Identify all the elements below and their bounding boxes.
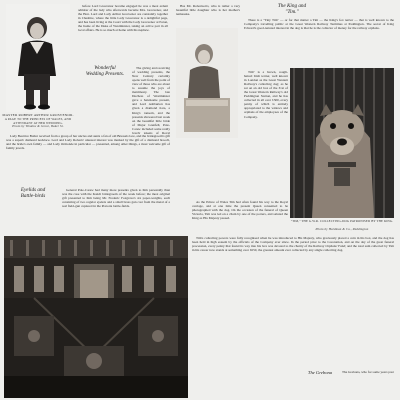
grebona-heading: The Grebona xyxy=(307,370,333,375)
paragraph: Tim" is a brown, rough-haired Irish terrier, well known in London as the Great Western Railway's collecting dog; as he sat on an old box of the 31st of the Great Western Railway's old Paddington Station, and he has collected in all over £300, every penny of which is entirely appropriated to the widows and orphans of the employees of the Company. xyxy=(244,70,288,119)
heading-line: Battle-birds xyxy=(20,192,46,199)
dog-credit: Photo by Hardman & Co., Paddington xyxy=(315,227,369,231)
king-tim-heading xyxy=(262,4,322,15)
portrait-credit: Photo by Window & Grove, Baker St. xyxy=(12,124,64,128)
paragraph: The giving and receiving of wedding presents, the New Century certainly opens well from the point of view of those who are about to assume the joys of matrimony. The late Duchess of Westminster gave a handsome present, and Lord Ashburton has given a diamond tiara, a King's ransom, and the presents showered last week on the beautiful little bride of Major Grenfell, Pole-Carew included some really lovely tokens of Royal xyxy=(132,66,170,134)
col1-top-text xyxy=(78,4,168,64)
portrait-photo xyxy=(6,4,70,112)
portrait-subcaption: A PAGE TO THE PRINCESS OF WALES, AND ATTENDANT AT HER WEDDING. xyxy=(4,117,72,125)
wedding-presents-heading xyxy=(80,66,130,77)
dog-caption: "TIM," THE G.W.R. COLLECTING-DOG PATRONISED BY THE KING. xyxy=(290,219,394,223)
paragraph: Has Mr. Robertson's, who is rather a very beautiful little daughter who is her mother's namesake. xyxy=(176,4,240,17)
heading-line: "Tim." xyxy=(285,8,299,15)
dog-photo xyxy=(290,68,394,218)
eyelids-text xyxy=(62,188,170,230)
eyelids-heading xyxy=(6,188,60,199)
paragraph: There is a "Tiny Tim" — or for that matter a Tim — the King's fox terrier — that is well known to the Company's travelling public at the Great Western Railway Terminus at Paddington. The secret of King Edward's good-natured interest in the dog is that he is the collector of money for the railway orphans. xyxy=(244,18,394,31)
col2-text-1 xyxy=(244,18,394,68)
col1-mid-text xyxy=(132,66,170,134)
child-photo xyxy=(176,28,238,138)
heading-line: The King and xyxy=(277,3,307,9)
grebona-text: The Grebona, who for some years past xyxy=(342,370,394,374)
col1-full-text xyxy=(6,134,170,186)
col2-text-3 xyxy=(192,200,288,230)
paragraph: As the Prince of Wales Tim had often found his way to the Royal carriage, and at one time the present Queen consented to be photographed with the dog. On the occasion of the funeral of Queen Victoria, Tim was led on a chain by one of the porters, and saluted the King as His Majesty passed. xyxy=(192,200,288,221)
paragraph: General Pole-Carew had many more presents given to him personally than was the case with the Kandi bridegroom of the week before; the most original gift presented to him being Mr. Frederic Foxgrave's six paper-weights, each consisting of two regular eyelets and a small brass gun cast from the metal of a real field-gun captured in the Pretoria battle-fields. xyxy=(62,188,170,209)
col2-text-2 xyxy=(244,70,288,200)
paragraph: Lady Beatrice Butler received from a group of her uncles and aunts a fan of old Brussels lace, and the bridegroom's gift was a superb diamond necklace. Lord and Lady Roberts' unusual interest was marked by the gift of a diamond brooch, and the bride's own family — and Lady Ormonde in particular — presented, among other things, a most welcome gift of family jewels. xyxy=(6,134,170,151)
col2-top-text xyxy=(176,4,240,24)
heading-line: Wedding Presents. xyxy=(85,70,125,77)
heading-line: Eyelids and xyxy=(20,187,46,193)
col2-bottom-text xyxy=(192,236,394,364)
paragraph: Tim's collecting powers were fully recognised when he was introduced to His Majesty, who graciously placed a coin in his box, and the dog has been held in high esteem by the officials of the Company ever since. In the period prior to the Coronation, and on the day of the great funeral procession, every penny that found its way into his box was devoted to the charity of the Railway Orphans' Fund; and the total sum collected by Tim in his career now stands at something over £650, the greatest amount ever collected by any single collecting dog. xyxy=(192,236,394,253)
interior-photo xyxy=(4,236,188,398)
heading-line: Wonderful xyxy=(94,65,116,71)
paragraph: before Lord Grosvenor became engaged he was a most ardent admirer of the lady who afterwards became Mrs. Grosvenor, and the Hon. Lord and Lady Arthur Grosvenor are constantly together in Cheshire, where the little Lady Grosvenor is a delightful page, and has been living at the Court with the Lady Grosvenor at Eaton, the home of the Duke of Westminster, taking an active part in all local affairs. He is so much at home with his nephew. xyxy=(78,4,168,33)
portrait-caption: MASTER ROBERT ARTHUR GROSVENOR. xyxy=(2,113,74,117)
